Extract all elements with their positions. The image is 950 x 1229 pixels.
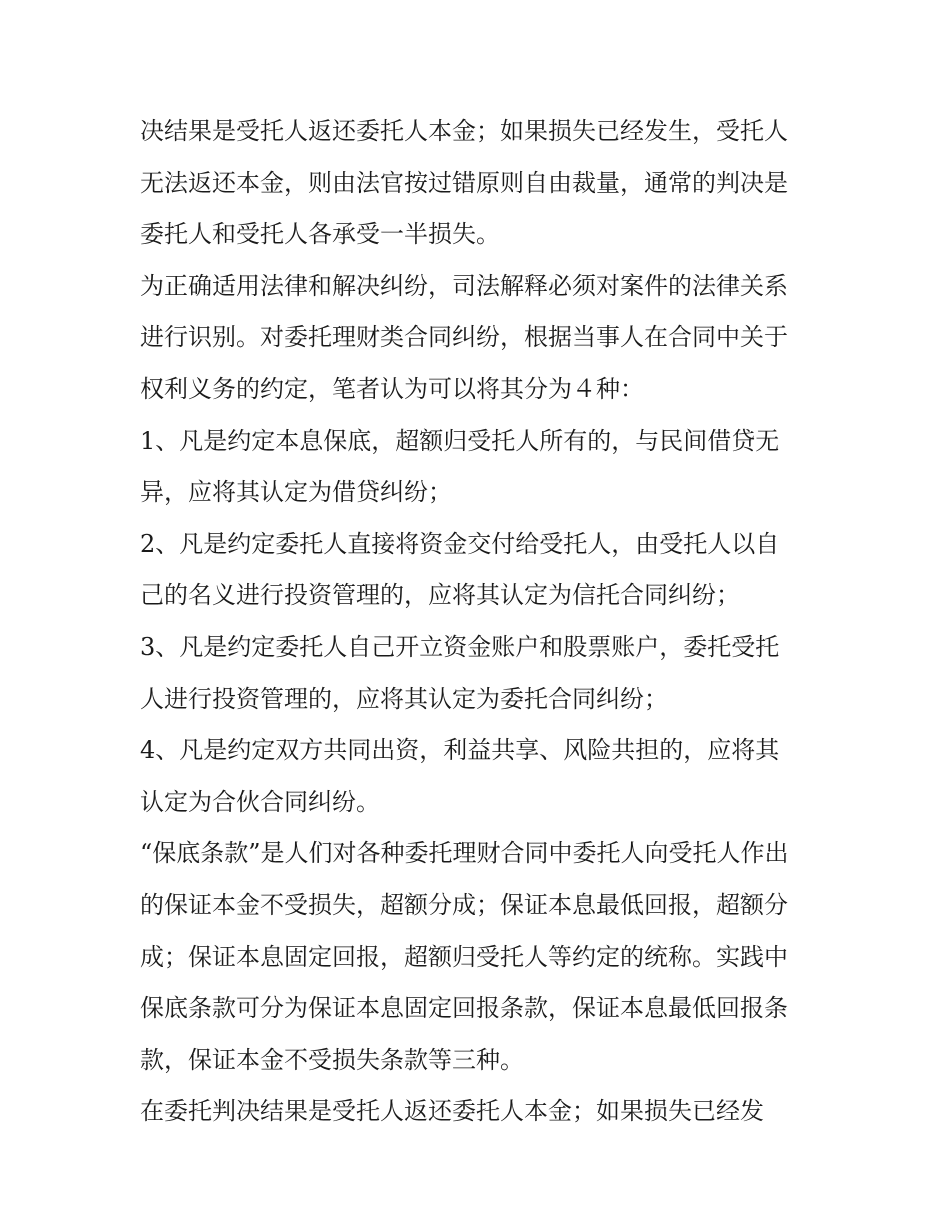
text-line: 决结果是受托人返还委托人本金；如果损失已经发生，受托人 [140, 117, 788, 145]
text-line: 的保证本金不受损失，超额分成；保证本息最低回报，超额分 [140, 890, 788, 919]
list-item-3-line: 人进行投资管理的，应将其认定为委托合同纠纷； [140, 684, 668, 713]
text-line: “保底条款”是人们对各种委托理财合同中委托人向受托人作出 [140, 839, 789, 868]
list-item-1-line: 异，应将其认定为借贷纠纷； [140, 478, 452, 507]
text-line: 成；保证本息固定回报，超额归受托人等约定的统称。实践中 [140, 942, 788, 971]
text-line: 为正确适用法律和解决纠纷，司法解释必须对案件的法律关系 [140, 271, 788, 300]
text-line: 无法返还本金，则由法官按过错原则自由裁量，通常的判决是 [140, 168, 788, 197]
text-line: 权利义务的约定，笔者认为可以将其分为４种： [140, 374, 644, 403]
document-body [140, 106, 820, 1138]
list-item-3-line: 3、凡是约定委托人自己开立资金账户和股票账户，委托受托 [140, 632, 780, 661]
text-line: 委托人和受托人各承受一半损失。 [140, 220, 500, 249]
list-item-4-line: 4、凡是约定双方共同出资，利益共享、风险共担的，应将其 [140, 736, 780, 765]
list-item-2-line: 己的名义进行投资管理的，应将其认定为信托合同纠纷； [140, 581, 740, 610]
text-line: 款，保证本金不受损失条款等三种。 [140, 1045, 524, 1074]
text-line: 进行识别。对委托理财类合同纠纷，根据当事人在合同中关于 [140, 323, 788, 352]
text-line: 保底条款可分为保证本息固定回报条款，保证本息最低回报条 [140, 994, 788, 1023]
text-line: 在委托判决结果是受托人返还委托人本金；如果损失已经发 [140, 1097, 764, 1126]
list-item-4-line: 认定为合伙合同纠纷。 [140, 787, 380, 816]
list-item-1-line: 1、凡是约定本息保底，超额归受托人所有的，与民间借贷无 [140, 426, 780, 455]
list-item-2-line: 2、凡是约定委托人直接将资金交付给受托人，由受托人以自 [140, 529, 780, 558]
